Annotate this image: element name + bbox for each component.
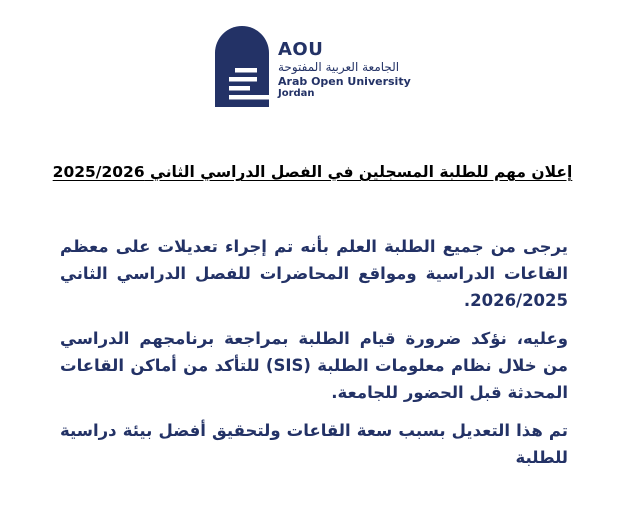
logo-abbreviation: AOU [278,39,324,60]
paragraph-schedule-changes: يرجى من جميع الطلبة العلم بأنه تم إجراء تعديلات على معظم القاعات الدراسية ومواقع المحاضرات للفصل الدراسي الثاني 2026/2025. [60,237,568,310]
paragraph-reason: تم هذا التعديل بسبب سعة القاعات ولتحقيق أفضل بيئة دراسية للطلبة [60,421,568,467]
logo-english-name: Arab Open University [278,75,411,88]
logo-arabic-name: الجامعة العربية المفتوحة [278,60,400,74]
aou-logo-icon [215,26,269,107]
logo-wordmark [278,40,418,100]
announcement-title: إعلان مهم للطلبة المسجلين في الفصل الدراسي الثاني 2025/2026 [52,163,573,181]
announcement-body [60,233,568,482]
paragraph-check-sis: وعليه، نؤكد ضرورة قيام الطلبة بمراجعة برنامجهم الدراسي من خلال نظام معلومات الطلبة (SIS) للتأكد من أماكن القاعات المحدثة قبل الحضور للجامعة. [60,329,569,402]
university-logo [215,26,415,116]
logo-branch: Jordan [278,88,315,99]
